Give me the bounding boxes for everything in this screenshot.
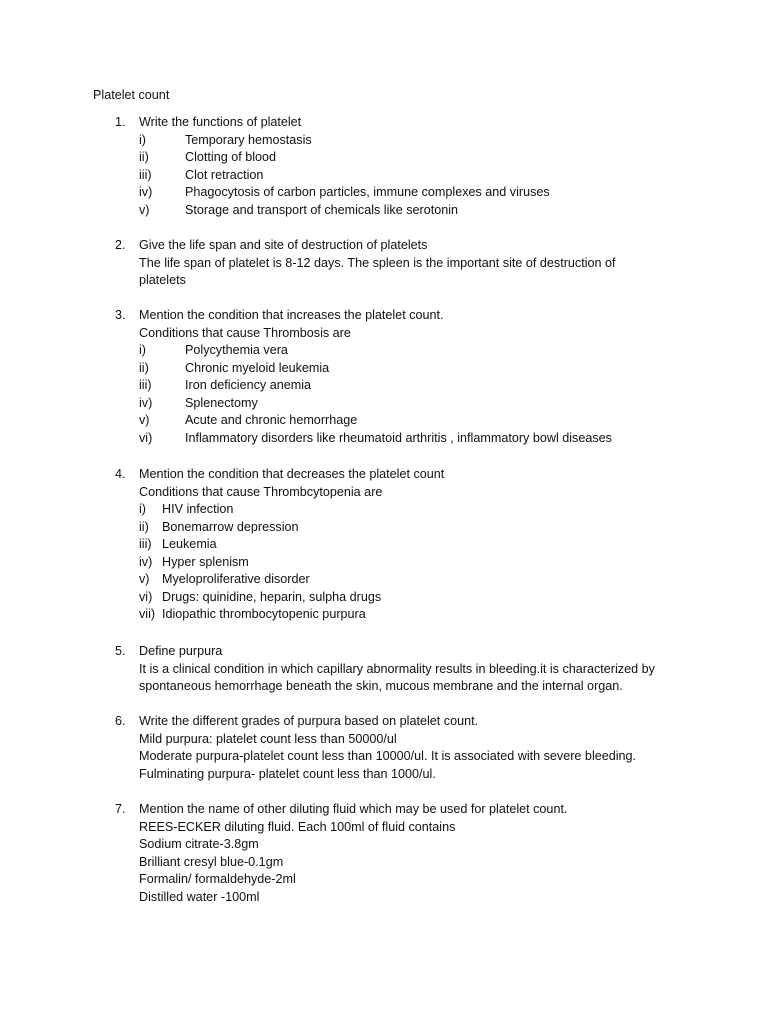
list-item: i) Temporary hemostasis: [139, 132, 312, 147]
question-text: Mention the condition that increases the platelet count.: [139, 308, 444, 322]
question-3: [0, 307, 768, 447]
question-6: [0, 713, 768, 783]
list-item: ii) Clotting of blood: [139, 150, 277, 164]
list-item: v) Acute and chronic hemorrhage: [139, 413, 358, 427]
list-item: i) HIV infection: [139, 502, 234, 516]
answer-line: Formalin/ formaldehyde-2ml: [139, 872, 296, 886]
answer-line: REES-ECKER diluting fluid. Each 100ml of fluid contains: [139, 819, 456, 834]
answer-text: The life span of platelet is 8-12 days. The spleen is the important site of destruction of platelets: [139, 255, 616, 287]
list-item: vi) Inflammatory disorders like rheumatoid arthritis , inflammatory bowl diseases: [139, 430, 612, 445]
answer-line: Mild purpura: platelet count less than 50000/ul: [139, 731, 397, 746]
question-text: Mention the condition that decreases the platelet count: [139, 467, 445, 481]
page-title: Platelet count: [93, 88, 170, 102]
answer-line: Moderate purpura-platelet count less than 10000/ul. It is associated with severe bleeding.: [139, 749, 637, 763]
list-item: iv) Splenectomy: [139, 395, 258, 410]
question-number: 3.: [115, 308, 126, 322]
question-number: 1.: [115, 115, 126, 129]
question-number: 7.: [115, 802, 126, 816]
answer-lead: Conditions that cause Thrombcytopenia are: [139, 484, 383, 499]
list-item: iii) Clot retraction: [139, 167, 264, 182]
question-text: Write the different grades of purpura based on platelet count.: [139, 714, 479, 728]
list-item: iii) Leukemia: [139, 537, 217, 551]
question-number: 2.: [115, 238, 126, 252]
question-number: 6.: [115, 714, 126, 728]
list-item: iv) Hyper splenism: [139, 554, 249, 569]
question-1: [0, 114, 768, 219]
answer-line: Brilliant cresyl blue-0.1gm: [139, 854, 284, 869]
list-item: vii) Idiopathic thrombocytopenic purpura: [139, 607, 366, 621]
answer-text: It is a clinical condition in which capillary abnormality results in bleeding.it is characterized by spontaneous hemorrhage beneath the skin, mucous membrane and the internal organ.: [139, 661, 655, 693]
question-text: Mention the name of other diluting fluid which may be used for platelet count.: [139, 802, 568, 816]
list-item: i) Polycythemia vera: [139, 343, 288, 357]
list-item: v) Storage and transport of chemicals like serotonin: [139, 202, 459, 217]
question-7: [0, 801, 768, 906]
answer-lead: Conditions that cause Thrombosis are: [139, 325, 351, 340]
answer-line: Sodium citrate-3.8gm: [139, 837, 259, 851]
question-number: 5.: [115, 644, 126, 658]
list-item: v) Myeloproliferative disorder: [139, 572, 310, 586]
list-item: ii) Bonemarrow depression: [139, 519, 299, 534]
question-2: [0, 237, 768, 290]
question-text: Give the life span and site of destruction of platelets: [139, 238, 428, 252]
question-text: Define purpura: [139, 644, 223, 658]
list-item: ii) Chronic myeloid leukemia: [139, 360, 330, 375]
question-number: 4.: [115, 467, 126, 481]
question-4: [0, 466, 768, 624]
answer-line: Distilled water -100ml: [139, 889, 260, 904]
list-item: iii) Iron deficiency anemia: [139, 378, 312, 392]
question-5: [0, 643, 768, 696]
answer-line: Fulminating purpura- platelet count less than 1000/ul.: [139, 766, 436, 781]
list-item: iv) Phagocytosis of carbon particles, immune complexes and viruses: [139, 185, 550, 199]
question-text: Write the functions of platelet: [139, 115, 302, 129]
list-item: vi) Drugs: quinidine, heparin, sulpha drugs: [139, 589, 382, 604]
